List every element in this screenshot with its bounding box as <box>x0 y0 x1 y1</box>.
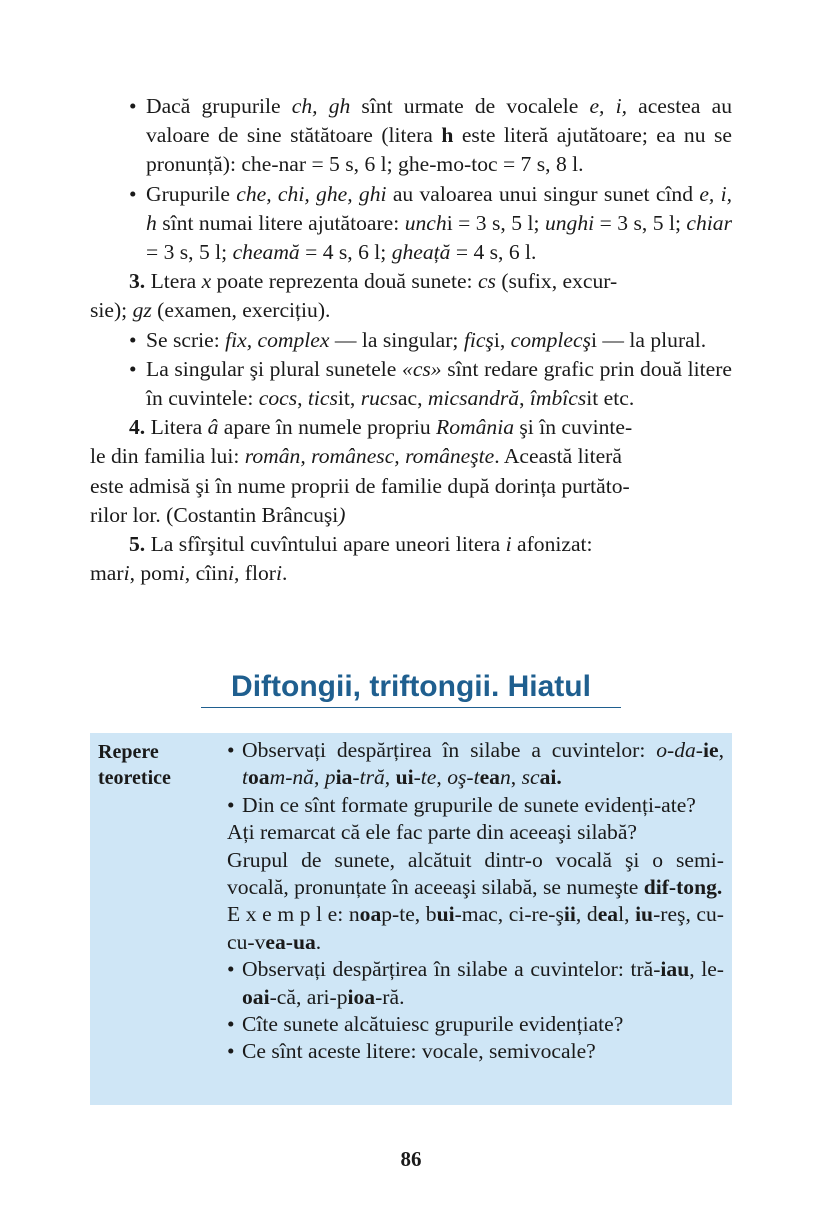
list-item: • La singular şi plural sunetele «cs» sînt redare grafic prin două litere în cuvintele: cocs, ticsit, rucsac, micsandră, îmbîcsit etc. <box>90 355 732 413</box>
list-item: • Ce sînt aceste litere: vocale, semivocale? <box>227 1038 724 1065</box>
paragraph: Grupul de sunete, alcătuit dintr-o vocală şi o semi-vocală, pronunțate în aceeaşi silabă, se numeşte dif-tong. <box>227 847 724 900</box>
list-item: • Se scrie: fix, complex — la singular; ficşi, complecşi — la plural. <box>90 326 732 355</box>
heading-underline <box>201 707 621 708</box>
paragraph: Ați remarcat că ele fac parte din aceeaşi silabă? <box>227 820 638 845</box>
list-item: • Grupurile che, chi, ghe, ghi au valoarea unui singur sunet cînd e, i, h sînt numai litere ajutătoare: unchi = 3 s, 5 l; unghi = 3 s, 5 l; chiar = 3 s, 5 l; cheamă = 4 s, 6 l; gheață = 4 s, 6 l. <box>90 180 732 268</box>
section-heading: Diftongii, triftongii. Hiatul <box>231 670 591 703</box>
list-item: • Cîte sunete alcătuiesc grupurile evidențiate? <box>227 1011 724 1038</box>
paragraph-4: 4. Litera â apare în numele propriu România şi în cuvinte- le din familia lui: român, românesc, româneşte. Această literă este admisă şi în nume proprii de familie după dorința purtăto- rilor lor. (Costantin Brâncuşi) <box>90 415 633 527</box>
list-item: • Observați despărțirea în silabe a cuvintelor: tră-iau, le-oai-că, ari-pioa-ră. <box>227 956 724 1011</box>
page-number: 86 <box>400 1147 422 1171</box>
box-body <box>227 737 724 1066</box>
list-item: • Dacă grupurile ch, gh sînt urmate de vocalele e, i, acestea au valoare de sine stătătoare (litera h este literă ajutătoare; ea nu se pronunță): che-nar = 5 s, 6 l; ghe-mo-toc = 7 s, 8 l. <box>90 92 732 180</box>
paragraph-3: 3. Ltera x poate reprezenta două sunete: cs (sufix, excur- sie); gz (examen, exercițiu). <box>90 269 618 323</box>
paragraph-5: 5. La sfîrşitul cuvîntului apare uneori litera i afonizat: mari, pomi, cîini, flori. <box>90 532 593 586</box>
paragraph: E x e m p l e: noap-te, bui-mac, ci-re-şii, deal, iu-reş, cu-cu-vea-ua. <box>227 902 725 954</box>
list-item: • Observați despărțirea în silabe a cuvintelor: o-da-ie, toam-nă, pia-tră, ui-te, oş-tean, scai. <box>227 737 724 792</box>
list-item: • Din ce sînt formate grupurile de sunete evidenți-ate? <box>227 792 724 819</box>
theory-box <box>90 733 732 1105</box>
box-label: Repere teoretice <box>98 741 171 789</box>
main-text <box>90 92 732 588</box>
